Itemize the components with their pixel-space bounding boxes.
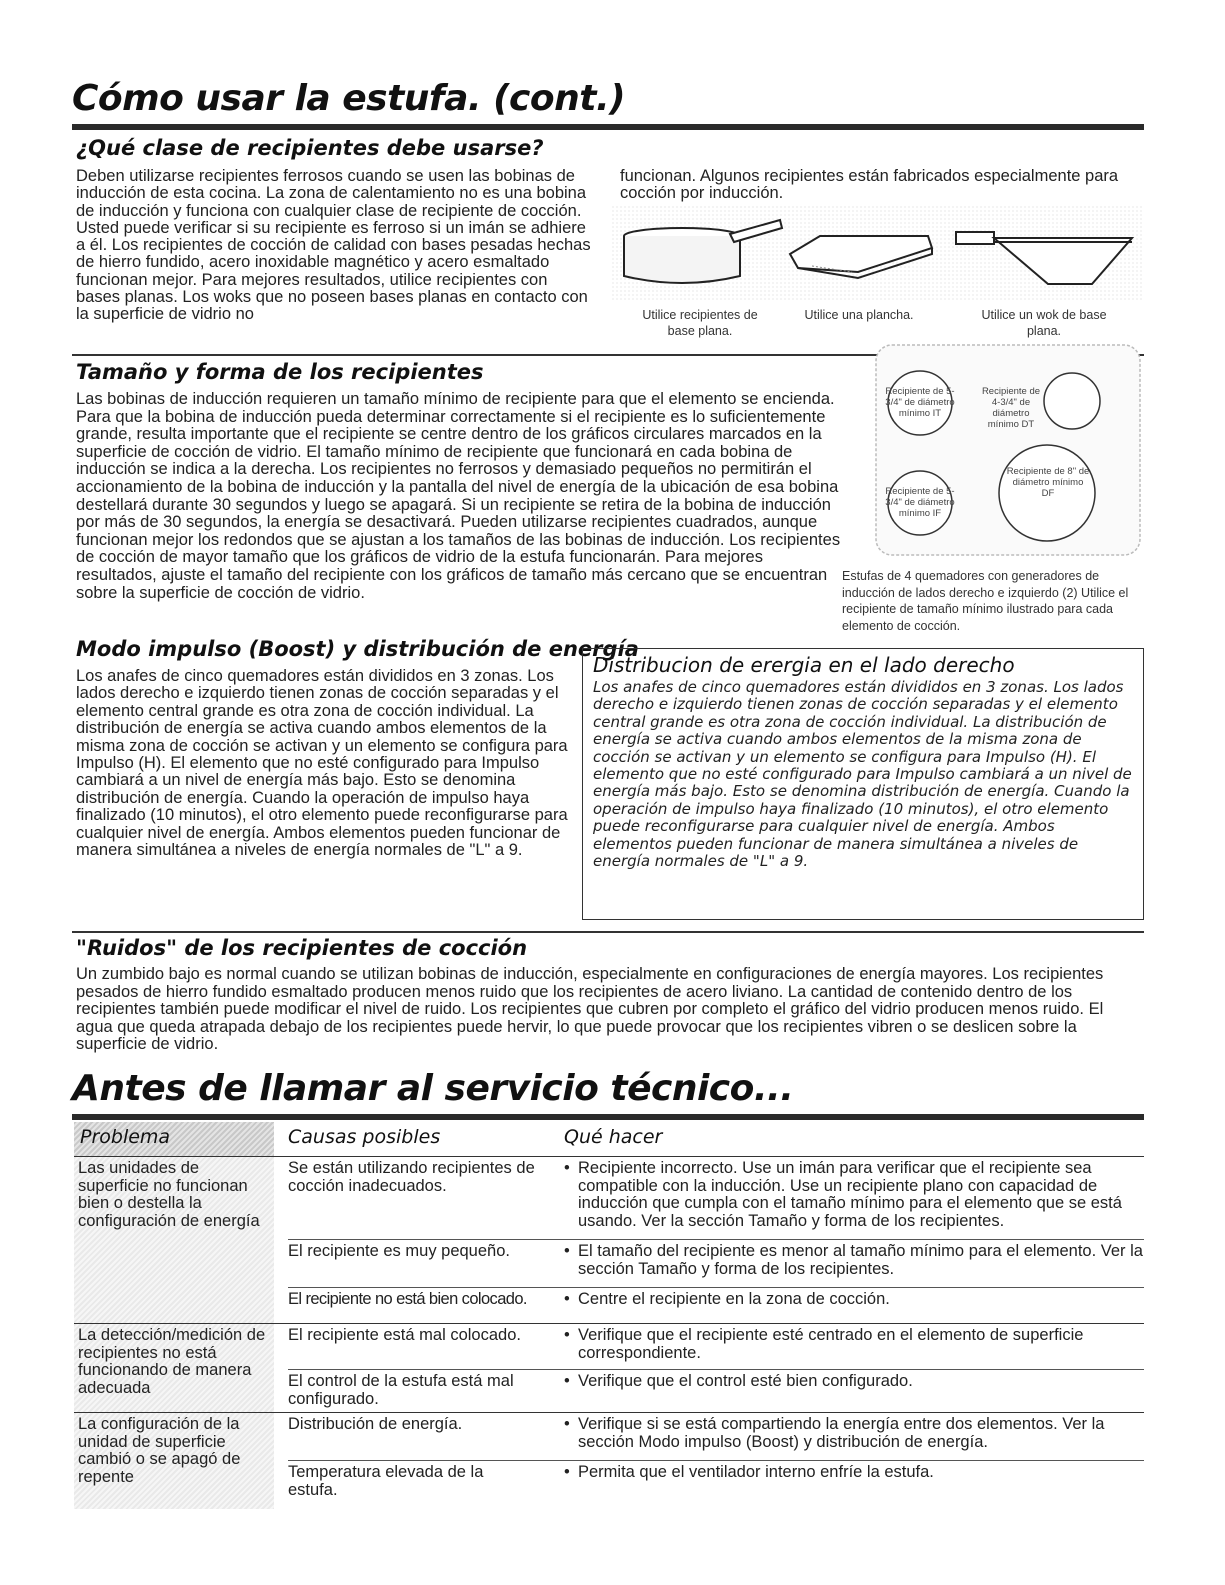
problem-cell: La detección/medición de recipientes no está funcionando de manera adecuada [78,1326,266,1397]
action-cell: • Permita que el ventilador interno enfríe la estufa. [564,1463,934,1481]
cookware-type-text-right: funcionan. Algunos recipientes están fabricados especialmente para cocción por inducción. [620,167,1119,203]
heading-cookware-type: ¿Qué clase de recipientes debe usarse? [76,136,544,160]
boost-text: Los anafes de cinco quemadores están divididos en 3 zonas. Los lados derecho e izquierdo tienen zonas de cocción separadas y el elemento central grande es otra zona de cocción individual. La distribución de energía se activa cuando ambos elementos de la misma zona de cocción se activan y un elemento se configura para Impulso (H). El elemento que no esté configurado para Impulso cambiará a un nivel de energía más bajo. Esto se denomina distribución de energía. Cuando la operación de impulso haya finalizado (10 minutos), el otro elemento puede reconfigurarse para cualquier nivel de energía. Ambos elementos pueden funcionar de manera simultánea a niveles de energía normales de "L" a 9. [76,667,568,860]
table-group [74,1324,1144,1413]
heading-noise: "Ruidos" de los recipientes de cocción [76,936,528,960]
cooktop-diagram [872,341,1144,561]
size-shape-text: Las bobinas de inducción requieren un tamaño mínimo de recipiente para que el elemento se encienda. Para que la bobina de inducción pueda determinar correctamente si el recipiente es lo suficientemente grande, resulta importante que el recipiente se centre dentro de los gráficos circulares marcados en la superficie de cocción de vidrio. El tamaño mínimo de recipiente que funcionará en cada bobina de inducción se indica a la derecha. Los recipientes no ferrosos y demasiado pequeños no permitirán el accionamiento de la bobina de inducción y la pantalla del nivel de energía de la ubicación de esa bobina destellará durante 30 segundos y luego se apagará. Si un recipiente se retira de la bobina de inducción por más de 30 segundos, la energía se desactivará. Pueden utilizarse recipientes cuadrados, aunque funcionan mejor los redondos que se ajustan a los tamaños de las bobinas de inducción. Los recipientes de cocción de mayor tamaño que los gráficos de vidrio de la estufa funcionarán. Para mejores resultados, ajuste el tamaño del recipiente con los gráficos de tamaño más cercano que se encuentran sobre la superficie de cocción de vidrio. [76,390,841,602]
cause-cell: Distribución de energía. [288,1415,463,1433]
divider [72,931,1144,933]
power-distribution-title: Distribucion de erergia en el lado derecho [593,653,1015,677]
caption-flat-pan: Utilice recipientes de base plana. [642,308,758,338]
heading-size-shape: Tamaño y forma de los recipientes [76,360,484,384]
noise-text: Un zumbido bajo es normal cuando se utilizan bobinas de inducción, especialmente en configuraciones de energía mayores. Los recipientes pesados de hierro fundido esmaltado producen menos ruido que los recipientes de acero liviano. La cantidad de contenido dentro de los recipientes también puede modificar el nivel de ruido. Los recipientes que cubren por completo el gráfico del vidrio producen menos ruido. El agua que queda atrapada debajo de los recipientes puede hervir, lo que puede provocar que los recipientes vibren o se deslicen sobre la superficie de vidrio. [76,965,1104,1053]
action-cell: • Recipiente incorrecto. Use un imán para verificar que el recipiente sea compatible con la inducción. Use un recipiente plano con capacidad de inducción que cumpla con el tamaño mínimo para el elemento que se está usando. Ver la sección Tamaño y forma de los recipientes. [564,1159,1122,1230]
header-problem: Problema [80,1126,171,1148]
caption-wok: Utilice un wok de base plana. [981,308,1107,338]
table-group [74,1413,1144,1509]
caption-griddle: Utilice una plancha. [804,308,914,322]
table-group [74,1157,1144,1324]
cause-cell: El recipiente no está bien colocado. [288,1290,527,1308]
table-row [288,1413,1144,1461]
action-cell: • Verifique que el control esté bien configurado. [564,1372,913,1390]
table-row [288,1288,1144,1323]
heading-boost: Modo impulso (Boost) y distribución de energía [76,637,639,661]
label-if: Recipiente de 5-3/4" de diámetro mínimo IF [885,486,955,519]
table-row [288,1461,1144,1510]
section-rule [72,124,1144,130]
power-distribution-text: Los anafes de cinco quemadores están divididos en 3 zonas. Los lados derecho e izquierdo tienen zonas de cocción separadas y el elemento central grande es otra zona de cocción individual. La distribución de energía se activa cuando ambos elementos de la misma zona de cocción se activan y un elemento se configura para Impulso (H). El elemento que no esté configurado para Impulso cambiará a un nivel de energía más bajo. Esto se denomina distribución de energía. Cuando la operación de impulso haya finalizado (10 minutos), el otro elemento puede reconfigurarse para cualquier nivel de energía. Ambos elementos pueden funcionar de manera simultánea a niveles de energía normales de "L" a 9. [593,678,1132,871]
bullet-icon: • [564,1242,570,1260]
element-dt [1044,373,1100,429]
label-dt: Recipiente de 4-3/4" de diámetro mínimo DT [981,386,1041,430]
header-causes: Causas posibles [288,1126,441,1148]
problem-cell: Las unidades de superficie no funcionan bien o destella la configuración de energía [78,1159,260,1230]
cookware-illustration [612,206,1142,300]
table-row [288,1370,1144,1413]
cookware-type-text-left: Deben utilizarse recipientes ferrosos cuando se usen las bobinas de inducción de esta cocina. La zona de calentamiento no es una bobina de inducción y funciona con cualquier clase de recipiente de cocción. Usted puede verificar si su recipiente es ferroso si un imán se adhiere a él. Los recipientes de cocción de calidad con bases pesadas hechas de hierro fundido, acero inoxidable magnético y acero esmaltado funcionan mejor. Para mejores resultados, utilice recipientes con bases planas. Los woks que no poseen bases planas en contacto con la superficie de vidrio no [76,167,591,324]
section-title-service: Antes de llamar al servicio técnico... [72,1068,794,1109]
action-cell: • Verifique si se está compartiendo la energía entre dos elementos. Ver la sección Modo impulso (Boost) y distribución de energía. [564,1415,1105,1451]
action-cell: • Centre el recipiente en la zona de cocción. [564,1290,890,1308]
section-rule [72,1114,1144,1120]
header-action: Qué hacer [564,1126,663,1148]
table-header [74,1122,1144,1157]
label-df: Recipiente de 8" de diámetro mínimo DF [1006,466,1090,499]
label-it: Recipiente de 5-3/4" de diámetro mínimo IT [885,386,955,419]
bullet-icon: • [564,1159,570,1177]
cause-cell: Temperatura elevada de la estufa. [288,1463,484,1499]
action-cell: • El tamaño del recipiente es menor al tamaño mínimo para el elemento. Ver la sección Tamaño y forma de los recipientes. [564,1242,1143,1278]
cooktop-diagram-caption: Estufas de 4 quemadores con generadores de inducción de lados derecho e izquierdo (2) Utilice el recipiente de tamaño mínimo ilustrado para cada elemento de cocción. [842,569,1129,633]
bullet-icon: • [564,1463,570,1481]
troubleshooting-table [74,1122,1144,1509]
action-cell: • Verifique que el recipiente esté centrado en el elemento de superficie correspondiente. [564,1326,1084,1362]
bullet-icon: • [564,1372,570,1390]
table-row [288,1324,1144,1370]
cause-cell: El control de la estufa está mal configurado. [288,1372,514,1408]
cause-cell: El recipiente está mal colocado. [288,1326,521,1344]
table-row [288,1240,1144,1288]
section-title-stove-use: Cómo usar la estufa. (cont.) [72,78,626,119]
cause-cell: El recipiente es muy pequeño. [288,1242,510,1260]
table-row [288,1157,1144,1240]
bullet-icon: • [564,1415,570,1433]
problem-cell: La configuración de la unidad de superficie cambió o se apagó de repente [78,1415,241,1486]
cause-cell: Se están utilizando recipientes de cocción inadecuados. [288,1159,535,1195]
bullet-icon: • [564,1326,570,1344]
bullet-icon: • [564,1290,570,1308]
power-distribution-box [582,648,1144,920]
